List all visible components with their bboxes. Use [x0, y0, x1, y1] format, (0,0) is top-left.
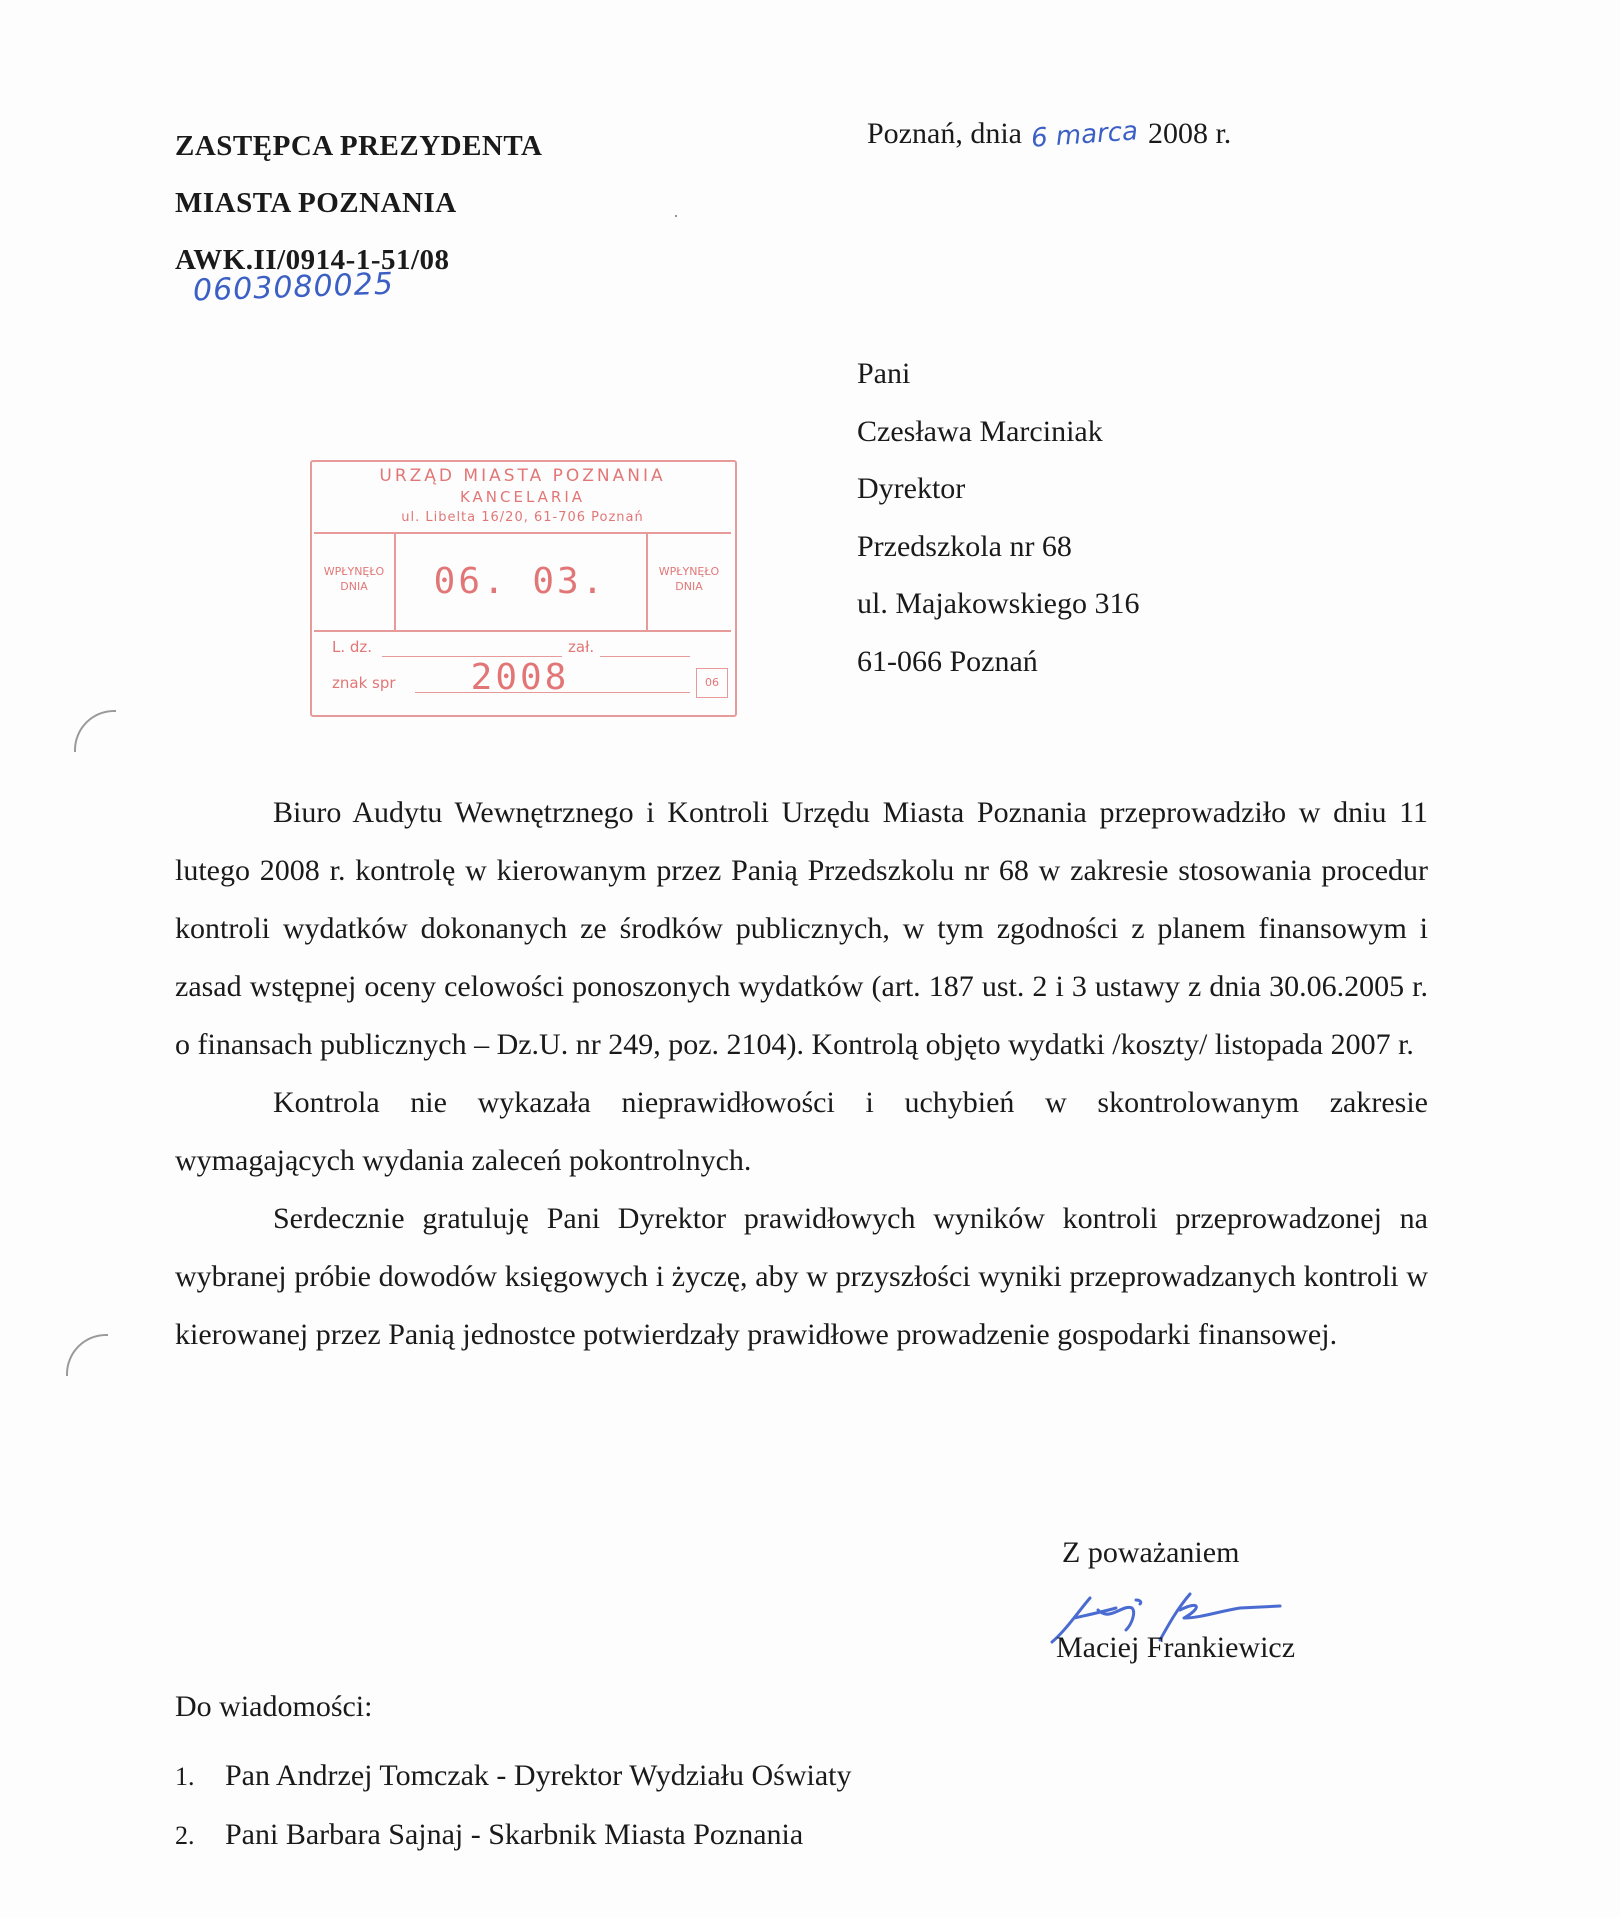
stamp-code-box: 06 [696, 668, 728, 698]
sender-title: ZASTĘPCA PREZYDENTA [175, 130, 543, 162]
handwritten-date: 6 marca [1030, 116, 1140, 154]
distribution-item-number: 1. [175, 1762, 195, 1791]
stamp-divider [314, 630, 731, 632]
closing-salutation: Z poważaniem [1062, 1536, 1240, 1569]
stamp-office-name: URZĄD MIASTA POZNANIA [379, 466, 666, 486]
distribution-item [175, 1806, 851, 1865]
punch-hole-mark-bottom [66, 1334, 108, 1376]
stamp-received-label-left: WPŁYNĘŁO DNIA [314, 534, 396, 630]
stamp-department: KANCELARIA [459, 488, 586, 506]
addressee-city: 61-066 Poznań [857, 644, 1038, 678]
addressee-street: ul. Majakowskiego 316 [857, 587, 1140, 620]
stamp-received-label-right: WPŁYNĘŁO DNIA [646, 534, 730, 630]
addressee-position: Dyrektor [857, 472, 966, 505]
addressee-salutation: Pani [857, 357, 911, 390]
date-year: 2008 r. [1147, 117, 1232, 150]
sender-city: MIASTA POZNANIA [175, 187, 457, 219]
letter-body [175, 784, 1428, 1364]
date-line [867, 116, 1232, 154]
addressee-block [857, 345, 1139, 690]
reference-number: AWK.II/0914-1-51/08 [175, 244, 450, 276]
distribution-item [175, 1747, 851, 1806]
punch-hole-mark-top [74, 710, 116, 752]
stamp-zal-line [600, 656, 690, 657]
body-paragraph: Serdecznie gratuluję Pani Dyrektor prawidłowych wyników kontroli przeprowadzonej na wybranej próbie dowodów księgowych i życzę, aby w przyszłości wyniki przeprowadzanych kontroli w kierowanej przez Panią jednostce potwierdzały prawidłowe prowadzenie gospodarki finansowej. [175, 1202, 1428, 1351]
body-paragraph: Kontrola nie wykazała nieprawidłowości i uchybień w skontrolowanym zakresie wymagających wydania zaleceń pokontrolnych. [175, 1086, 1428, 1177]
distribution-list [175, 1747, 851, 1865]
distribution-item-text: Pani Barbara Sajnaj - Skarbnik Miasta Poznania [225, 1818, 804, 1851]
handwritten-registration-number: 0603080025 [192, 266, 395, 309]
date-prefix: Poznań, dnia [867, 117, 1022, 150]
stamp-ldz-label: L. dz. [332, 638, 373, 656]
distribution-item-text: Pan Andrzej Tomczak - Dyrektor Wydziału Oświaty [225, 1759, 852, 1792]
stamp-znak-label: znak spr [332, 674, 396, 692]
stamp-zal-label: zał. [568, 638, 595, 656]
sender-block [175, 118, 543, 289]
stamp-address: ul. Libelta 16/20, 61-706 Poznań [401, 510, 644, 525]
signer-name: Maciej Frankiewicz [1056, 1631, 1296, 1664]
distribution-item-number: 2. [175, 1821, 195, 1850]
speck [675, 215, 677, 217]
stamp-ldz-line [382, 656, 562, 657]
addressee-institution: Przedszkola nr 68 [857, 529, 1072, 563]
registry-stamp [310, 460, 735, 715]
distribution-title: Do wiadomości: [175, 1690, 373, 1723]
addressee-name: Czesława Marciniak [857, 414, 1103, 448]
stamp-znak-line [415, 692, 690, 693]
body-paragraph: Biuro Audytu Wewnętrznego i Kontroli Urzędu Miasta Poznania przeprowadziło w dniu 11 lutego 2008 r. kontrolę w kierowanym przez Panią Przedszkolu nr 68 w zakresie stosowania procedur kontroli wydatków dokonanych ze środków publicznych, w tym zgodności z planem finansowym i zasad wstępnej oceny celowości ponoszonych wydatków (art. 187 ust. 2 i 3 ustawy z dnia 30.06.2005 r. o finansach publicznych – Dz.U. nr 249, poz. 2104). Kontrolą objęto wydatki /koszty/ listopada 2007 r. [175, 796, 1428, 1061]
stamp-date: 06. 03. 2008 [433, 561, 607, 698]
